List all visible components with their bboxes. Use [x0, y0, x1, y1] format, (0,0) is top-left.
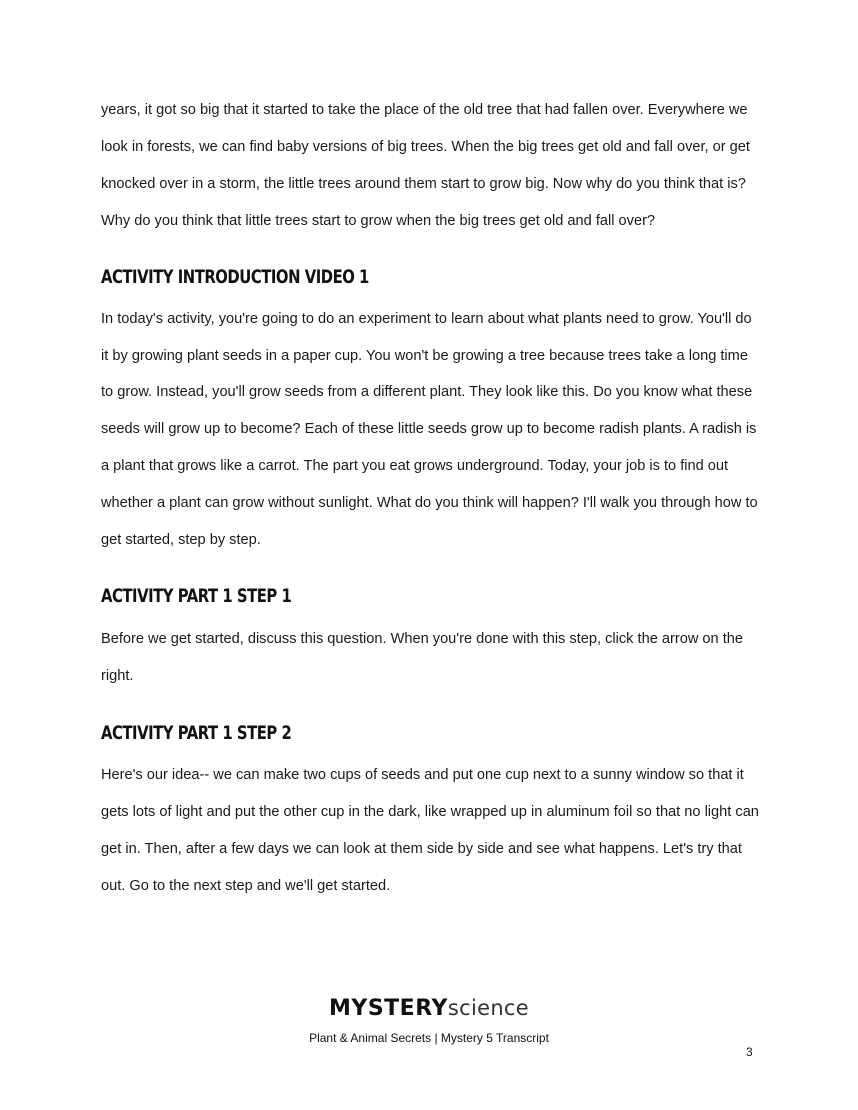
logo-bold-text: MYSTERY	[329, 996, 448, 1021]
part1-step1-paragraph: Before we get started, discuss this question. When you're done with this step, click the arrow on the right.	[101, 630, 743, 684]
section-heading-activity-intro: ACTIVITY INTRODUCTION VIDEO 1	[101, 265, 369, 288]
page-footer	[0, 995, 858, 1046]
activity-intro-paragraph: In today's activity, you're going to do an experiment to learn about what plants need to grow. You'll do it by growing plant seeds in a paper cup. You won't be growing a tree because trees take a long time to grow. Instead, you'll grow seeds from a different plant. They look like this. Do you know what these seeds will grow up to become? Each of these little seeds grow up to become radish plants. A radish is a plant that grows like a carrot. The part you eat grows underground. Today, your job is to find out whether a plant can grow without sunlight. What do you think will happen? I'll walk you through how to get started, step by step.	[101, 310, 758, 549]
part1-step2-paragraph: Here's our idea-- we can make two cups of seeds and put one cup next to a sunny window so that it gets lots of light and put the other cup in the dark, like wrapped up in aluminum foil so that no light can get in. Then, after a few days we can look at them side by side and see what happens. Let's try that out. Go to the next step and we'll get started.	[101, 766, 759, 894]
page-content	[101, 92, 761, 904]
intro-paragraph: years, it got so big that it started to take the place of the old tree that had fallen over. Everywhere we look in forests, we can find baby versions of big trees. When the big trees get old and fall over, or get knocked over in a storm, the little trees around them start to grow big. Now why do you think that is? Why do you think that little trees start to grow when the big trees get old and fall over?	[101, 102, 750, 229]
footer-transcript-title: Plant & Animal Secrets | Mystery 5 Transcript	[309, 1031, 549, 1045]
logo-light-text: science	[447, 996, 529, 1020]
page-number: 3	[746, 1045, 753, 1059]
mystery-science-logo	[329, 995, 529, 1022]
section-heading-part1-step1: ACTIVITY PART 1 STEP 1	[101, 584, 292, 607]
section-heading-part1-step2: ACTIVITY PART 1 STEP 2	[101, 721, 292, 744]
